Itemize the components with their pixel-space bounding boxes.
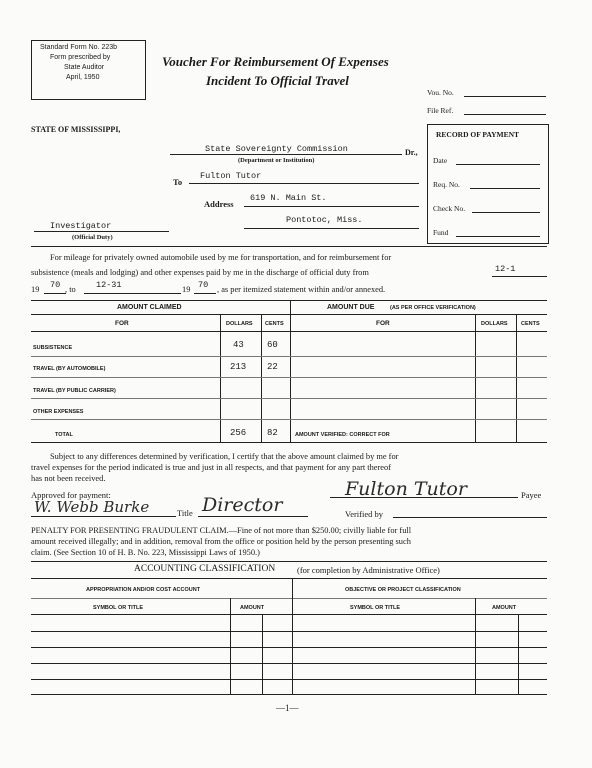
duty-value: Investigator bbox=[50, 221, 112, 231]
accounting-right-header: OBJECTIVE OR PROJECT CLASSIFICATION bbox=[345, 587, 461, 593]
amount-row-rule bbox=[31, 356, 547, 357]
accounting-vrule bbox=[292, 578, 293, 694]
amount-table-top bbox=[31, 300, 547, 301]
accounting-row-rule bbox=[31, 663, 547, 664]
accounting-bottom bbox=[31, 694, 547, 695]
record-of-payment-title: RECORD OF PAYMENT bbox=[436, 130, 520, 139]
form-number: Standard Form No. 223b bbox=[40, 44, 118, 51]
from-year-line bbox=[44, 293, 66, 294]
address-line1-rule bbox=[244, 206, 419, 207]
row-dollars-travel-auto: 213 bbox=[230, 362, 247, 372]
amount-row-rule bbox=[31, 377, 547, 378]
payee-line bbox=[330, 497, 518, 498]
col-for-left: FOR bbox=[115, 320, 129, 327]
row-label-other: OTHER EXPENSES bbox=[33, 409, 84, 415]
penalty-line3: claim. (See Section 10 of H. B. No. 223, Mississippi Laws of 1950.) bbox=[31, 548, 260, 557]
amount-row-rule bbox=[31, 419, 547, 420]
accounting-right-amount: AMOUNT bbox=[492, 605, 517, 611]
address-line1: 619 N. Main St. bbox=[250, 193, 327, 203]
to-label: To bbox=[173, 177, 183, 187]
to-year-prefix: 19 bbox=[182, 285, 191, 294]
col-cents-left: CENTS bbox=[265, 321, 284, 327]
approver-line bbox=[31, 516, 176, 517]
verified-by-line[interactable] bbox=[393, 517, 547, 518]
accounting-colhead-rule bbox=[31, 614, 547, 615]
col-cents-right: CENTS bbox=[521, 321, 540, 327]
row-dollars-subsistence: 43 bbox=[233, 340, 244, 350]
col-for-right: FOR bbox=[376, 320, 390, 327]
department-dr: Dr., bbox=[405, 148, 418, 157]
certification-line3: has not been received. bbox=[31, 474, 106, 483]
file-ref-field[interactable] bbox=[464, 114, 546, 115]
penalty-line1: PENALTY FOR PRESENTING FRAUDULENT CLAIM.—Fine of not more than $250.00; civilly liable for full bbox=[31, 526, 412, 535]
mileage-text-line3: , as per itemized statement within and/or annexed. bbox=[217, 285, 386, 294]
accounting-left-symbol: SYMBOL OR TITLE bbox=[93, 605, 144, 611]
amount-due-header: AMOUNT DUE bbox=[327, 304, 375, 311]
rp-fund-label: Fund bbox=[433, 228, 449, 237]
duty-caption: (Official Duty) bbox=[72, 234, 113, 241]
department-caption: (Department or Institution) bbox=[238, 157, 315, 164]
to-date-line bbox=[84, 293, 181, 294]
accounting-header-rule bbox=[31, 598, 547, 599]
amount-table-vrule bbox=[290, 300, 291, 442]
rp-date-field[interactable] bbox=[456, 164, 540, 165]
row-dollars-total: 256 bbox=[230, 428, 247, 438]
accounting-row-rule bbox=[31, 631, 547, 632]
page-subtitle: Incident To Official Travel bbox=[206, 73, 349, 88]
row-label-travel-public: TRAVEL (BY PUBLIC CARRIER) bbox=[33, 388, 116, 394]
accounting-note: (for completion by Administrative Office) bbox=[297, 565, 440, 575]
from-date-line bbox=[492, 276, 547, 277]
form-date: April, 1950 bbox=[66, 74, 100, 81]
state-label: STATE OF MISSISSIPPI, bbox=[31, 125, 121, 134]
department-line bbox=[170, 154, 402, 155]
amount-verified-label: AMOUNT VERIFIED: CORRECT FOR bbox=[295, 432, 390, 438]
row-cents-subsistence: 60 bbox=[267, 340, 278, 350]
amount-table-vrule bbox=[220, 314, 221, 442]
accounting-top bbox=[31, 561, 547, 562]
to-date: 12-31 bbox=[96, 280, 122, 290]
section-divider bbox=[31, 246, 547, 247]
amount-due-note: (AS PER OFFICE VERIFICATION) bbox=[390, 305, 476, 311]
rp-date-label: Date bbox=[433, 156, 448, 165]
page-title: Voucher For Reimbursement Of Expenses bbox=[162, 54, 389, 69]
certification-line1: Subject to any differences determined by verification, I certify that the above amount claimed by me for bbox=[50, 452, 399, 461]
penalty-line2: amount received illegally; and in addition, removal from the office or position held by the person presenting such bbox=[31, 537, 411, 546]
from-year: 70 bbox=[50, 280, 61, 290]
row-cents-travel-auto: 22 bbox=[267, 362, 278, 372]
title-label: Title bbox=[177, 508, 193, 518]
form-prescribed: Form prescribed by bbox=[50, 54, 111, 61]
accounting-row-rule bbox=[31, 647, 547, 648]
amount-table-bottom bbox=[31, 442, 547, 443]
col-dollars-left: DOLLARS bbox=[226, 321, 253, 327]
rp-req-label: Req. No. bbox=[433, 180, 460, 189]
payee-name-line bbox=[189, 183, 419, 184]
to-year-line bbox=[194, 293, 216, 294]
amount-table-vrule bbox=[261, 314, 262, 442]
amount-table-colhead-rule bbox=[31, 331, 547, 332]
approved-label: Approved for payment: bbox=[31, 490, 111, 500]
title-signature: Director bbox=[202, 494, 283, 516]
vou-no-label: Vou. No. bbox=[427, 88, 454, 97]
duty-line bbox=[34, 231, 169, 232]
amount-table-vrule bbox=[516, 314, 517, 442]
accounting-right-symbol: SYMBOL OR TITLE bbox=[350, 605, 401, 611]
form-auditor: State Auditor bbox=[64, 64, 105, 71]
mileage-text-line1: For mileage for privately owned automobile used by me for transportation, and for reimbursement for bbox=[50, 253, 392, 262]
vou-no-field[interactable] bbox=[464, 96, 546, 97]
accounting-title: ACCOUNTING CLASSIFICATION bbox=[134, 564, 276, 574]
department-value: State Sovereignty Commission bbox=[205, 144, 348, 154]
title-line bbox=[198, 516, 308, 517]
rp-req-field[interactable] bbox=[470, 188, 540, 189]
from-date: 12-1 bbox=[495, 264, 516, 274]
col-dollars-right: DOLLARS bbox=[481, 321, 508, 327]
page-number: —1— bbox=[276, 703, 299, 713]
rp-check-label: Check No. bbox=[433, 204, 466, 213]
address-line2-rule bbox=[244, 228, 419, 229]
to-year: 70 bbox=[198, 280, 209, 290]
address-label: Address bbox=[204, 199, 234, 209]
amount-claimed-header: AMOUNT CLAIMED bbox=[117, 304, 182, 311]
accounting-row-rule bbox=[31, 679, 547, 680]
payee-label: Payee bbox=[521, 490, 542, 500]
accounting-left-header: APPROPRIATION AND/OR COST ACCOUNT bbox=[86, 587, 201, 593]
approver-signature: W. Webb Burke bbox=[34, 498, 150, 516]
to-label-text: , to bbox=[65, 285, 76, 294]
from-year-prefix: 19 bbox=[31, 285, 40, 294]
payee-name: Fulton Tutor bbox=[200, 171, 262, 181]
address-line2: Pontotoc, Miss. bbox=[286, 215, 363, 225]
row-label-subsistence: SUBSISTENCE bbox=[33, 345, 73, 351]
payee-signature: Fulton Tutor bbox=[345, 478, 467, 500]
mileage-text-line2: subsistence (meals and lodging) and other expenses paid by me in the discharge of official duty from bbox=[31, 268, 369, 277]
amount-table-vrule bbox=[475, 314, 476, 442]
accounting-left-amount: AMOUNT bbox=[240, 605, 265, 611]
rp-fund-field[interactable] bbox=[456, 236, 540, 237]
certification-line2: travel expenses for the period indicated is true and just in all respects, and that payment for any part thereof bbox=[31, 463, 391, 472]
rp-check-field[interactable] bbox=[472, 212, 540, 213]
amount-row-rule bbox=[31, 398, 547, 399]
accounting-vrule bbox=[518, 614, 519, 694]
accounting-vrule bbox=[262, 614, 263, 694]
amount-table-header-rule bbox=[31, 314, 547, 315]
accounting-title-rule bbox=[31, 578, 547, 579]
row-label-travel-auto: TRAVEL (BY AUTOMOBILE) bbox=[33, 366, 106, 372]
verified-by-label: Verified by bbox=[345, 509, 384, 519]
file-ref-label: File Ref. bbox=[427, 106, 454, 115]
row-cents-total: 82 bbox=[267, 428, 278, 438]
row-label-total: TOTAL bbox=[55, 432, 73, 438]
